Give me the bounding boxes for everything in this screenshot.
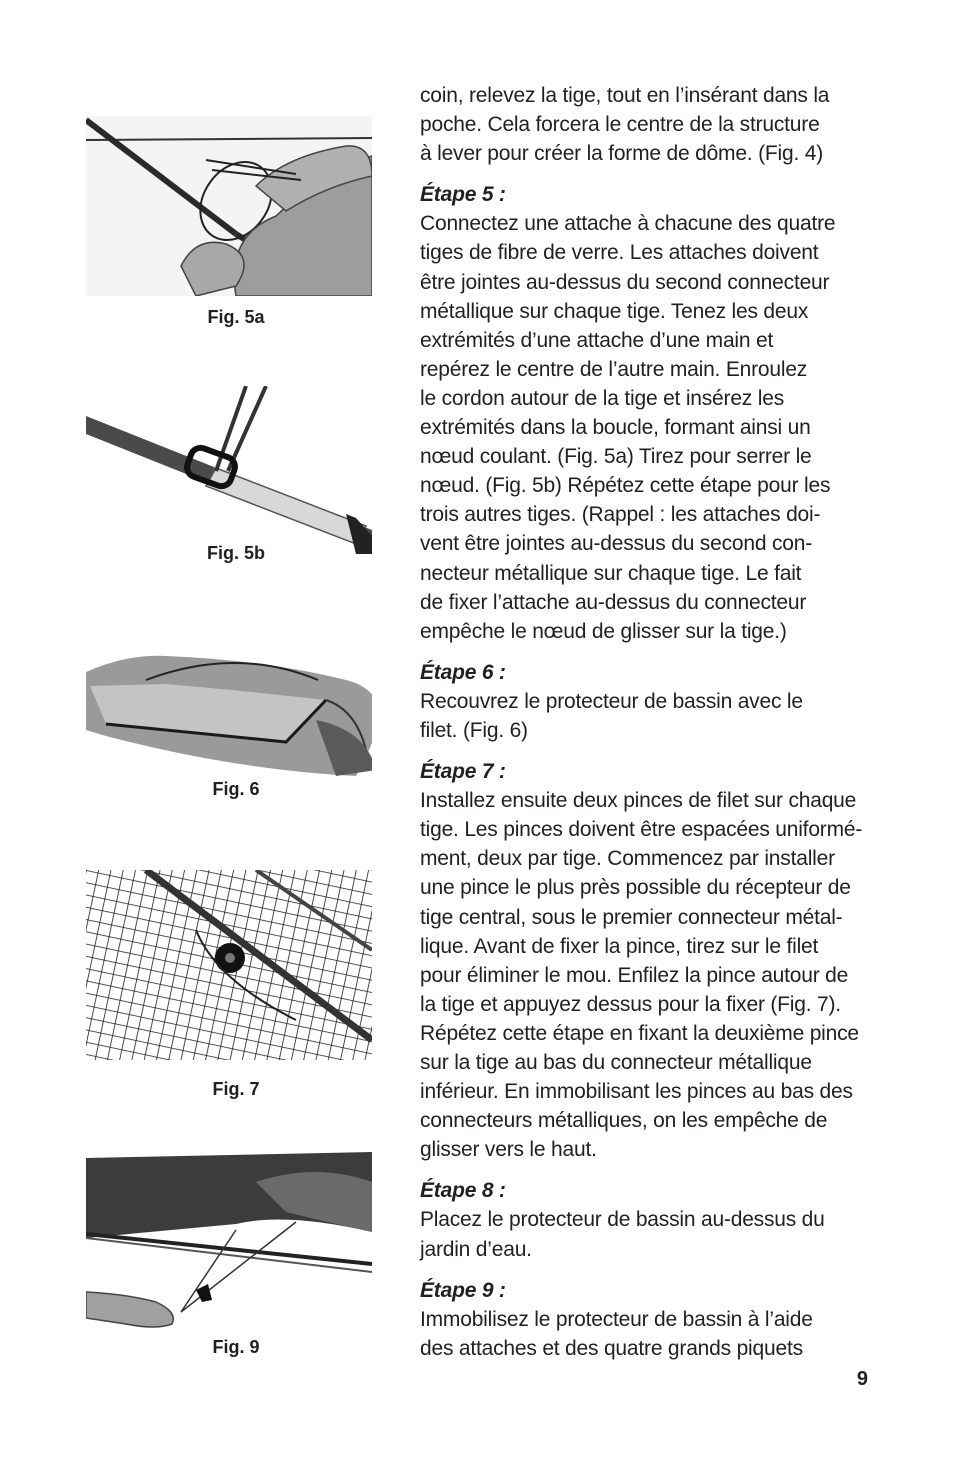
step-line: sur la tige au bas du connecteur métallique xyxy=(420,1051,812,1074)
step-line: lique. Avant de fixer la pince, tirez sur le filet xyxy=(420,934,819,958)
step-line: pour éliminer le mou. Enfilez la pince autour de xyxy=(420,963,849,987)
step-7-paragraph xyxy=(420,757,872,1164)
step-line: des attaches et des quatre grands piquets xyxy=(420,1336,803,1360)
step-line: le cordon autour de la tige et insérez les xyxy=(420,386,784,410)
step-line: jardin d’eau. xyxy=(420,1237,532,1261)
figure-6-image xyxy=(86,650,372,778)
step-line: necteur métallique sur chaque tige. Le fait xyxy=(420,561,802,585)
instructions-text xyxy=(420,81,872,1375)
step-5-paragraph xyxy=(420,180,872,646)
step-heading: Étape 9 : xyxy=(420,1278,506,1302)
step-line: trois autres tiges. (Rappel : les attaches doi- xyxy=(420,503,821,527)
step-9-paragraph xyxy=(420,1276,872,1363)
step-line: ment, deux par tige. Commencez par installer xyxy=(420,847,835,871)
step-line: connecteurs métalliques, on les empêche de xyxy=(420,1109,828,1133)
step-8-paragraph xyxy=(420,1176,872,1263)
figure-5b-image xyxy=(86,386,372,554)
step-line: filet. (Fig. 6) xyxy=(420,718,528,742)
step-line: tiges de fibre de verre. Les attaches doivent xyxy=(420,241,819,265)
step-line: Connectez une attache à chacune des quatre xyxy=(420,212,836,236)
step-line: tige. Les pinces doivent être espacées uniformé- xyxy=(420,818,863,842)
step-line: nœud. (Fig. 5b) Répétez cette étape pour les xyxy=(420,474,831,498)
step-heading: Étape 6 : xyxy=(420,660,506,684)
step-line: extrémités dans la boucle, formant ainsi un xyxy=(420,416,811,440)
intro-line-3: à lever pour créer la forme de dôme. (Fig. 4) xyxy=(420,142,824,166)
step-line: être jointes au-dessus du second connecteur xyxy=(420,270,830,294)
step-heading: Étape 5 : xyxy=(420,183,506,207)
figure-7-image xyxy=(86,870,372,1060)
intro-line-1: coin, relevez la tige, tout en l’insérant dans la xyxy=(420,84,830,107)
step-line: une pince le plus près possible du récepteur de xyxy=(420,876,851,900)
figure-5b-caption: Fig. 5b xyxy=(207,543,265,563)
steps-list xyxy=(420,180,872,1363)
figure-9-image xyxy=(86,1152,372,1332)
figure-5a-image xyxy=(86,116,372,296)
step-line: Recouvrez le protecteur de bassin avec le xyxy=(420,689,803,713)
step-heading: Étape 7 : xyxy=(420,760,506,784)
step-line: métallique sur chaque tige. Tenez les deux xyxy=(420,299,809,323)
intro-paragraph xyxy=(420,81,872,168)
figure-6-caption: Fig. 6 xyxy=(212,779,260,799)
step-line: la tige et appuyez dessus pour la fixer (Fig. 7). xyxy=(420,992,841,1016)
figure-9-caption: Fig. 9 xyxy=(212,1337,260,1357)
step-line: vent être jointes au-dessus du second con- xyxy=(420,532,813,556)
step-line: Installez ensuite deux pinces de filet sur chaque xyxy=(420,789,857,813)
step-6-paragraph xyxy=(420,658,872,745)
step-line: Immobilisez le protecteur de bassin à l’aide xyxy=(420,1307,813,1331)
step-line: Répétez cette étape en fixant la deuxième pince xyxy=(420,1021,859,1045)
step-line: empêche le nœud de glisser sur la tige.) xyxy=(420,619,787,643)
step-line: extrémités d’une attache d’une main et xyxy=(420,328,774,352)
step-line: inférieur. En immobilisant les pinces au bas des xyxy=(420,1080,853,1104)
step-heading: Étape 8 : xyxy=(420,1179,506,1203)
step-line: de fixer l’attache au-dessus du connecteur xyxy=(420,590,807,614)
figure-7-caption: Fig. 7 xyxy=(212,1079,260,1099)
page-number: 9 xyxy=(856,1368,868,1390)
figure-5a-caption: Fig. 5a xyxy=(207,307,265,327)
step-line: glisser vers le haut. xyxy=(420,1138,597,1162)
step-line: repérez le centre de l’autre main. Enroulez xyxy=(420,357,808,381)
step-line: Placez le protecteur de bassin au-dessus du xyxy=(420,1208,825,1232)
step-line: tige central, sous le premier connecteur métal- xyxy=(420,905,843,929)
intro-line-2: poche. Cela forcera le centre de la structure xyxy=(420,113,820,137)
step-line: nœud coulant. (Fig. 5a) Tirez pour serrer le xyxy=(420,445,812,469)
